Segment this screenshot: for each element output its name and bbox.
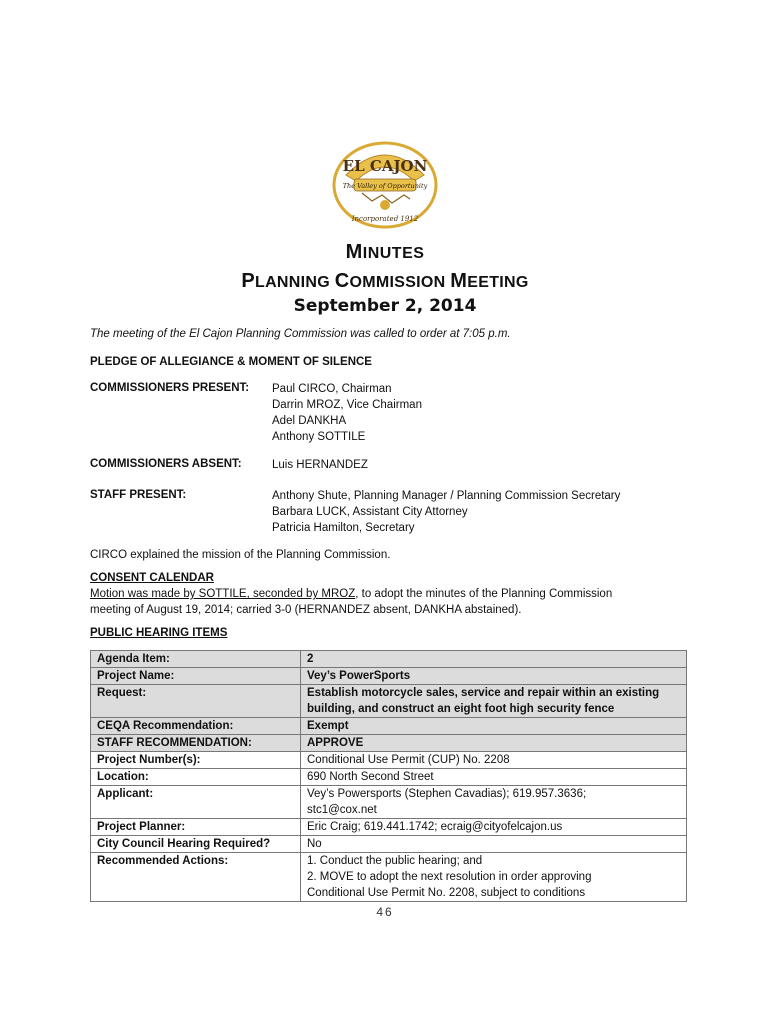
agenda-item-table bbox=[90, 650, 687, 902]
request-label: Request: bbox=[91, 685, 301, 718]
table-row bbox=[91, 668, 687, 685]
meeting-date: September 2, 2014 bbox=[293, 296, 477, 316]
recommended-actions-value bbox=[301, 853, 687, 902]
action-item: 2. MOVE to adopt the next resolution in order approving bbox=[307, 871, 592, 883]
commissioner-name: Adel DANKHA bbox=[272, 415, 347, 427]
page-number: 46 bbox=[376, 905, 394, 919]
document-subtitle: PLANNING COMMISSION MEETING bbox=[241, 270, 529, 292]
location-label: Location: bbox=[91, 769, 301, 786]
council-hearing-label: City Council Hearing Required? bbox=[91, 836, 301, 853]
table-row bbox=[91, 853, 687, 902]
project-planner-label: Project Planner: bbox=[91, 819, 301, 836]
commissioners-absent-list bbox=[272, 457, 368, 473]
agenda-item-value: 2 bbox=[301, 651, 687, 668]
applicant-value: Vey’s Powersports (Stephen Cavadias); 619.957.3636; stc1@cox.net bbox=[301, 786, 687, 819]
svg-text:Incorporated 1912: Incorporated 1912 bbox=[351, 215, 419, 223]
commissioner-name: Paul CIRCO, Chairman bbox=[272, 383, 392, 395]
staff-present-list bbox=[272, 488, 620, 536]
action-item-continued: Conditional Use Permit No. 2208, subject to conditions bbox=[307, 887, 586, 899]
mission-text: CIRCO explained the mission of the Planning Commission. bbox=[90, 549, 391, 561]
table-row bbox=[91, 718, 687, 735]
pledge-heading: PLEDGE OF ALLEGIANCE & MOMENT OF SILENCE bbox=[90, 356, 372, 368]
city-seal-logo bbox=[332, 141, 438, 229]
svg-text:EL CAJON: EL CAJON bbox=[342, 157, 428, 175]
commissioners-absent-label: COMMISSIONERS ABSENT: bbox=[90, 458, 242, 470]
document-title: MINUTES bbox=[345, 241, 425, 263]
project-planner-value: Eric Craig; 619.441.1742; ecraig@cityofelcajon.us bbox=[301, 819, 687, 836]
table-row bbox=[91, 819, 687, 836]
public-hearing-heading: PUBLIC HEARING ITEMS bbox=[90, 627, 228, 639]
table-row bbox=[91, 769, 687, 786]
request-value: Establish motorcycle sales, service and repair within an existing building, and construct an eight foot high security fence bbox=[301, 685, 687, 718]
ceqa-value: Exempt bbox=[301, 718, 687, 735]
commissioner-name: Darrin MROZ, Vice Chairman bbox=[272, 399, 422, 411]
staff-name: Patricia Hamilton, Secretary bbox=[272, 522, 415, 534]
project-name-label: Project Name: bbox=[91, 668, 301, 685]
commissioners-present-list bbox=[272, 381, 422, 445]
council-hearing-value: No bbox=[301, 836, 687, 853]
action-item: 1. Conduct the public hearing; and bbox=[307, 855, 483, 867]
commissioner-name: Luis HERNANDEZ bbox=[272, 459, 368, 471]
staff-recommendation-value: APPROVE bbox=[301, 735, 687, 752]
table-row bbox=[91, 836, 687, 853]
staff-name: Barbara LUCK, Assistant City Attorney bbox=[272, 506, 468, 518]
agenda-item-label: Agenda Item: bbox=[91, 651, 301, 668]
consent-motion-line2: meeting of August 19, 2014; carried 3-0 (HERNANDEZ absent, DANKHA abstained). bbox=[90, 604, 522, 616]
intro-text: The meeting of the El Cajon Planning Commission was called to order at 7:05 p.m. bbox=[90, 328, 511, 340]
consent-motion-line1: Motion was made by SOTTILE, seconded by MROZ, to adopt the minutes of the Planning Commission bbox=[90, 588, 613, 600]
staff-present-label: STAFF PRESENT: bbox=[90, 489, 187, 501]
table-row bbox=[91, 685, 687, 718]
ceqa-label: CEQA Recommendation: bbox=[91, 718, 301, 735]
project-number-value: Conditional Use Permit (CUP) No. 2208 bbox=[301, 752, 687, 769]
staff-name: Anthony Shute, Planning Manager / Planning Commission Secretary bbox=[272, 490, 621, 502]
consent-calendar-heading: CONSENT CALENDAR bbox=[90, 572, 214, 584]
motion-text: Motion was made by SOTTILE, seconded by MROZ bbox=[90, 588, 356, 600]
project-number-label: Project Number(s): bbox=[91, 752, 301, 769]
commissioner-name: Anthony SOTTILE bbox=[272, 431, 366, 443]
staff-recommendation-label: STAFF RECOMMENDATION: bbox=[91, 735, 301, 752]
project-name-value: Vey’s PowerSports bbox=[301, 668, 687, 685]
table-row bbox=[91, 752, 687, 769]
commissioners-present-label: COMMISSIONERS PRESENT: bbox=[90, 382, 250, 394]
table-row bbox=[91, 651, 687, 668]
table-row bbox=[91, 786, 687, 819]
applicant-label: Applicant: bbox=[91, 786, 301, 819]
recommended-actions-label: Recommended Actions: bbox=[91, 853, 301, 902]
svg-text:The Valley of Opportunity: The Valley of Opportunity bbox=[342, 182, 428, 190]
table-row bbox=[91, 735, 687, 752]
location-value: 690 North Second Street bbox=[301, 769, 687, 786]
